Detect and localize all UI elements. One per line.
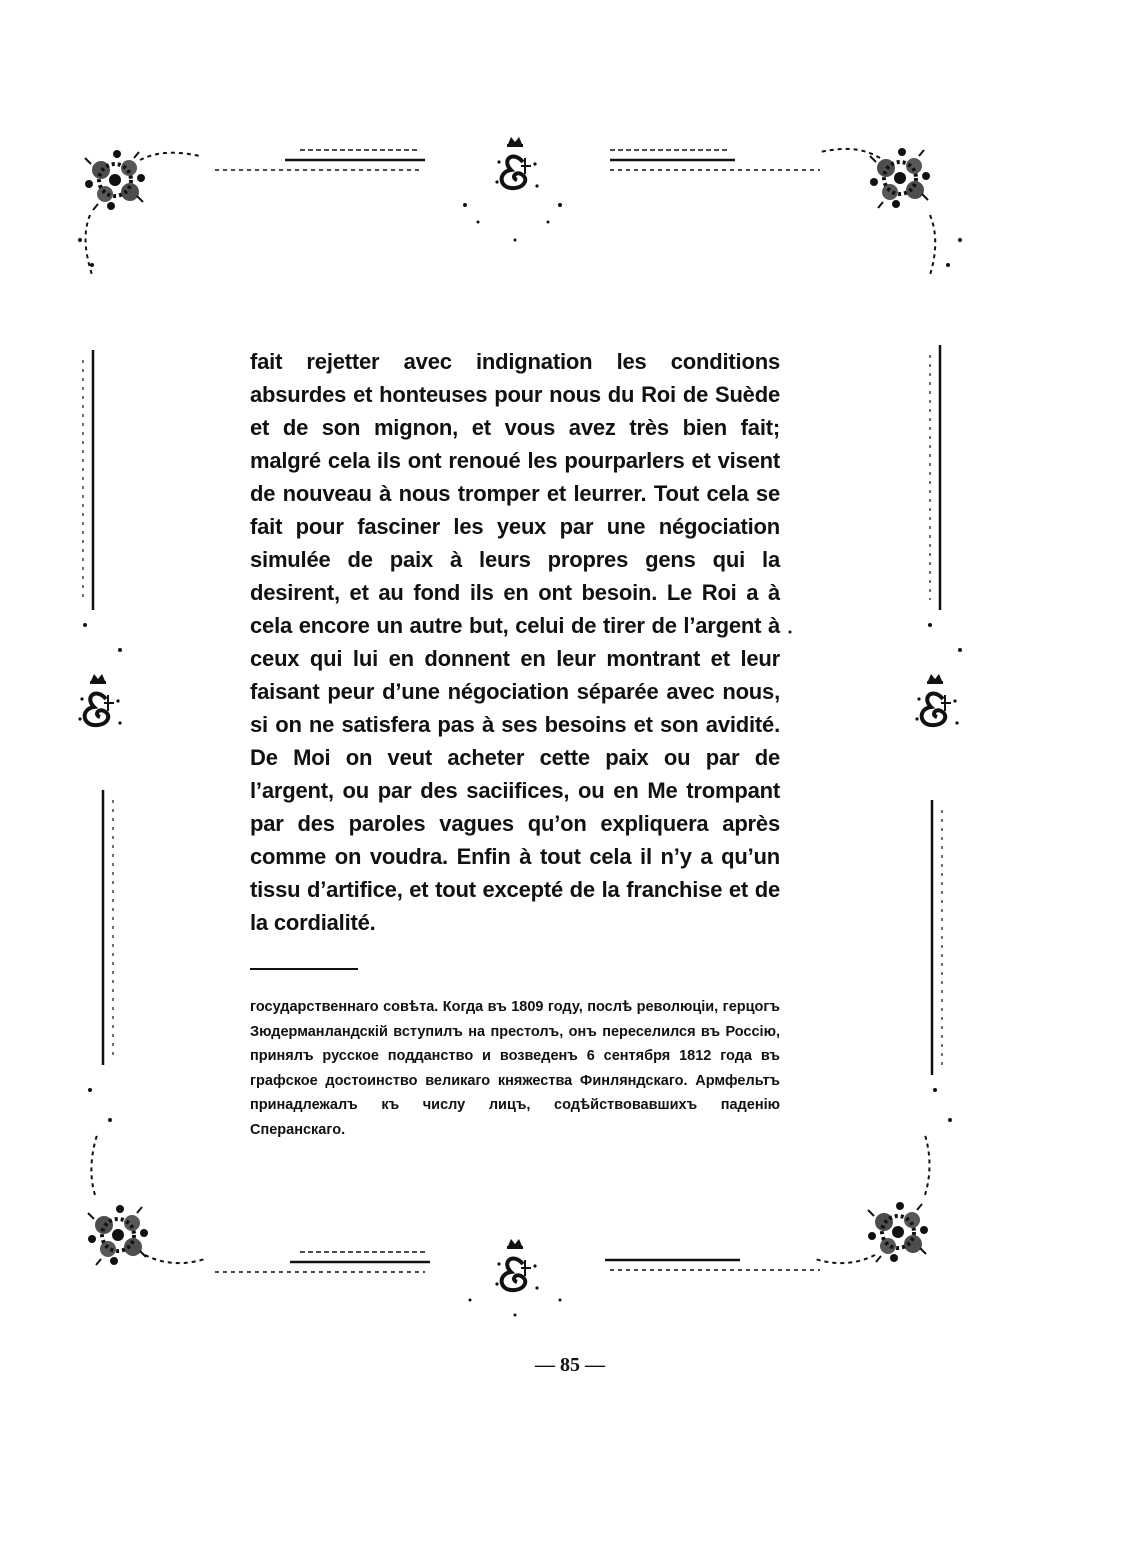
corner-ornament-top-left — [85, 150, 200, 275]
footnote-text: государственнаго совѣта. Когда въ 1809 году, послѣ революціи, герцогъ Зюдерманландскій вступилъ на престолъ, онъ переселился въ Россію, принялъ русское подданство и возведенъ 6 сентября 1812 года въ графское достоинство великаго княжества Финляндскаго. Армфельтъ принадлежалъ къ числу лицъ, содѣйствовавшихъ паденію Сперанскаго. — [250, 999, 780, 1138]
main-text: fait rejetter avec indignation les conditions absurdes et honteuses pour nous du Roi de Suède et de son mignon, et vous avez très bien fait; malgré cela ils ont renoué les pourparlers et visent de nouveau à nous tromper et leurrer. Tout cela se fait pour fasciner les yeux par une négociation simulée de paix à leurs propres gens qui la desirent, et au fond ils en ont besoin. Le Roi a à cela encore un autre but, celui de tirer de l’argent à ceux qui lui en donnent en leur montrant et leur faisant peur d’une négociation séparée avec nous, si on ne satisfera pas à ses besoins et son avidité. De Moi on veut acheter cette paix ou par de l’argent, ou par des saciifices, ou en Me trompant par des paroles vagues qu’on expliquera après comme on voudra. Enfin à tout cela il n’y a qu’un tissu d’artifice, et tout excepté de la franchise et de la cordialité. — [250, 349, 780, 935]
corner-ornament-top-right — [820, 148, 935, 275]
border-bottom — [215, 1252, 820, 1272]
corner-ornament-bottom-right — [815, 1135, 930, 1263]
monogram-top — [495, 137, 538, 188]
corner-ornament-bottom-left — [88, 1135, 205, 1265]
border-top — [215, 150, 820, 170]
monogram-right — [915, 674, 958, 725]
monogram-bottom — [495, 1239, 538, 1290]
page-number: — 85 — — [535, 1354, 605, 1376]
footnote-rule — [250, 968, 358, 970]
monogram-left — [78, 674, 121, 725]
